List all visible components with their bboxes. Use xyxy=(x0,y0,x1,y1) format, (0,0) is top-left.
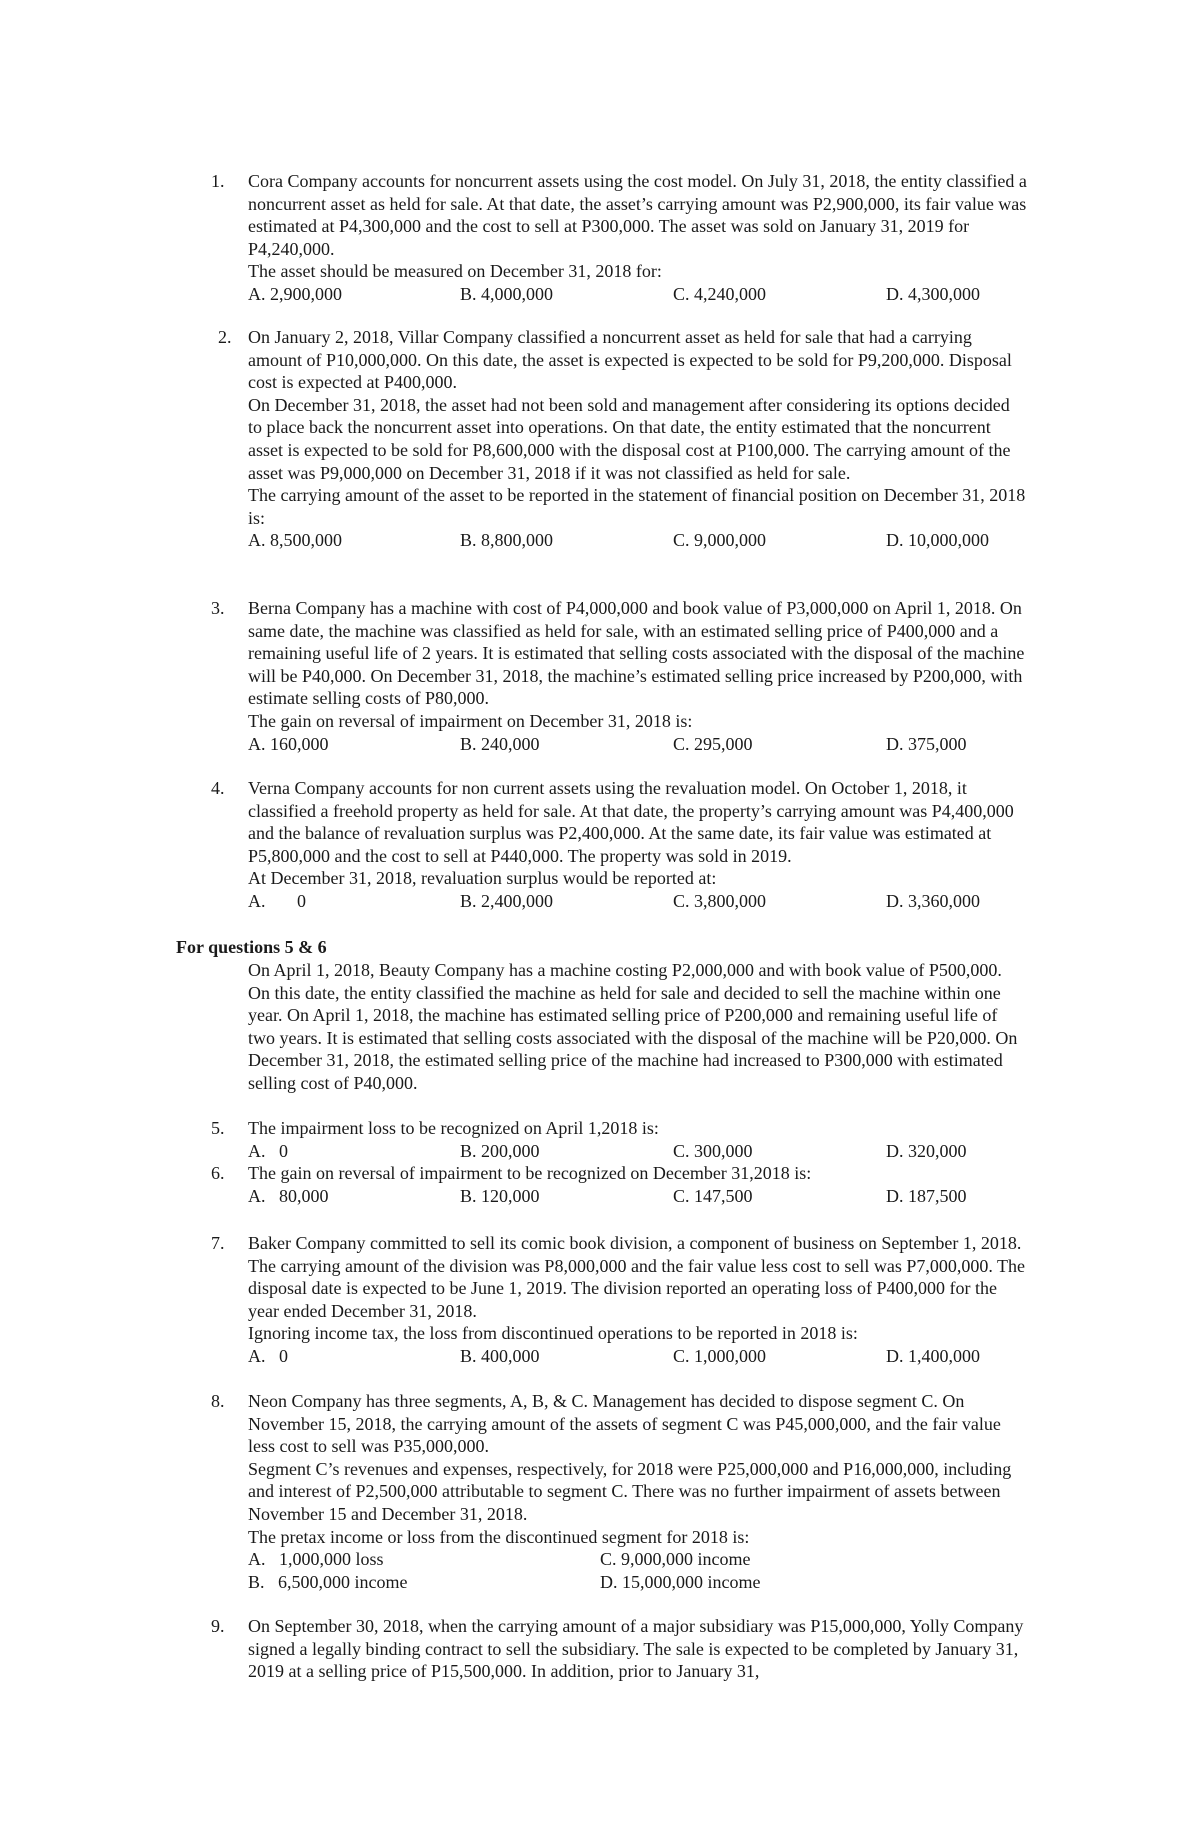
question-body xyxy=(248,777,1028,913)
answer-options xyxy=(248,733,1028,756)
option-a[interactable]: A. 2,900,000 xyxy=(248,283,342,304)
option-a[interactable]: A. 0 xyxy=(248,890,306,911)
question-prompt: The pretax income or loss from the discontinued segment for 2018 is: xyxy=(248,1526,750,1547)
option-c[interactable]: C. 295,000 xyxy=(673,733,753,754)
group-context-text: On April 1, 2018, Beauty Company has a machine costing P2,000,000 and with book value of P500,000. On this date, the entity classified the machine as held for sale and decided to sell the machine within one year. On April 1, 2018, the machine has estimated selling price of P200,000 and remaining useful life of two years. It is estimated that selling costs associated with the disposal of the machine will be P20,000. On December 31, 2018, the estimated selling price of the machine had increased to P300,000 with estimated selling cost of P40,000. xyxy=(248,960,1018,1093)
option-c[interactable]: C. 147,500 xyxy=(673,1185,753,1206)
option-b[interactable]: B. 6,500,000 income xyxy=(248,1571,408,1592)
option-d[interactable]: D. 3,360,000 xyxy=(886,890,980,911)
question-text: On January 2, 2018, Villar Company classified a noncurrent asset as held for sale that had a carrying amount of P10,000,000. On this date, the asset is expected is expected to be sold for P9,200,000. Disposal cost is expected at P400,000. xyxy=(248,327,1012,393)
option-b[interactable]: B. 120,000 xyxy=(460,1185,540,1206)
question-text: Berna Company has a machine with cost of P4,000,000 and book value of P3,000,000 on April 1, 2018. On same date, the machine was classified as held for sale, with an estimated selling price of P400,000 and a remaining useful life of 2 years. It is estimated that selling costs associated with the disposal of the machine will be P40,000. On December 31, 2018, the machine’s estimated selling price increased by P200,000, with estimate selling costs of P80,000. xyxy=(248,598,1025,709)
option-a[interactable]: A. 1,000,000 loss xyxy=(248,1549,384,1570)
question-prompt: The gain on reversal of impairment on December 31, 2018 is: xyxy=(248,710,693,731)
question-body xyxy=(248,1117,1028,1162)
question-body xyxy=(248,1615,1028,1683)
option-b[interactable]: B. 8,800,000 xyxy=(460,530,554,551)
answer-options-row-2 xyxy=(248,1571,1028,1594)
option-a[interactable]: A. 0 xyxy=(248,1140,288,1161)
option-a[interactable]: A. 160,000 xyxy=(248,733,329,754)
answer-options xyxy=(248,1185,1028,1208)
option-b[interactable]: B. 240,000 xyxy=(460,733,540,754)
option-d[interactable]: D. 10,000,000 xyxy=(886,530,989,551)
answer-options xyxy=(248,283,1028,306)
group-header: For questions 5 & 6 xyxy=(176,937,327,957)
option-b[interactable]: B. 200,000 xyxy=(460,1140,540,1161)
question-text: On September 30, 2018, when the carrying amount of a major subsidiary was P15,000,000, Yolly Company signed a legally binding contract to sell the subsidiary. The sale is expected to be completed by January 31, 2019 at a selling price of P15,500,000. In addition, prior to January 31, xyxy=(248,1616,1024,1682)
question-prompt: Ignoring income tax, the loss from discontinued operations to be reported in 2018 is: xyxy=(248,1323,858,1344)
option-a[interactable]: A. 80,000 xyxy=(248,1185,329,1206)
question-number: 8. xyxy=(211,1391,225,1411)
question-number: 4. xyxy=(211,778,225,798)
question-body xyxy=(248,597,1028,755)
option-d[interactable]: D. 4,300,000 xyxy=(886,283,980,304)
question-body xyxy=(248,1390,1028,1593)
question-prompt: The carrying amount of the asset to be reported in the statement of financial position on December 31, 2018 is: xyxy=(248,485,1026,528)
question-number: 1. xyxy=(211,171,225,191)
option-d[interactable]: D. 15,000,000 income xyxy=(600,1571,761,1592)
answer-options xyxy=(248,529,1028,552)
question-number: 5. xyxy=(211,1118,225,1138)
question-text: Baker Company committed to sell its comic book division, a component of business on September 1, 2018. The carrying amount of the division was P8,000,000 and the fair value less cost to sell was P7,000,000. The disposal date is expected to be June 1, 2019. The division reported an operating loss of P400,000 for the year ended December 31, 2018. xyxy=(248,1233,1026,1321)
option-c[interactable]: C. 4,240,000 xyxy=(673,283,767,304)
question-prompt: The impairment loss to be recognized on April 1,2018 is: xyxy=(248,1118,659,1138)
question-text: Verna Company accounts for non current assets using the revaluation model. On October 1, 2018, it classified a freehold property as held for sale. At that date, the property’s carrying amount was P4,400,000 and the balance of revaluation surplus was P2,400,000. At the same date, its fair value was estimated at P5,800,000 and the cost to sell at P440,000. The property was sold in 2019. xyxy=(248,778,1014,866)
option-c[interactable]: C. 9,000,000 income xyxy=(600,1549,751,1570)
question-prompt: At December 31, 2018, revaluation surplus would be reported at: xyxy=(248,868,717,889)
question-body xyxy=(248,326,1028,552)
question-prompt: The asset should be measured on December 31, 2018 for: xyxy=(248,261,662,282)
option-d[interactable]: D. 1,400,000 xyxy=(886,1345,980,1366)
question-body xyxy=(248,170,1028,306)
question-text: Neon Company has three segments, A, B, & C. Management has decided to dispose segment C. On November 15, 2018, the carrying amount of the assets of segment C was P45,000,000, and the fair value less cost to sell was P35,000,000. xyxy=(248,1391,1001,1457)
option-c[interactable]: C. 3,800,000 xyxy=(673,890,767,911)
question-number: 9. xyxy=(211,1616,225,1636)
question-number: 3. xyxy=(211,598,225,618)
option-a[interactable]: A. 8,500,000 xyxy=(248,530,342,551)
question-text-continued: On December 31, 2018, the asset had not been sold and management after considering its options decided to place back the noncurrent asset into operations. On that date, the entity estimated that the noncurrent asset is expected to be sold for P8,600,000 with the disposal cost at P100,000. The carrying amount of the asset was P9,000,000 on December 31, 2018 if it was not classified as held for sale. xyxy=(248,394,1011,483)
option-d[interactable]: D. 375,000 xyxy=(886,733,967,754)
question-number: 7. xyxy=(211,1233,225,1253)
option-d[interactable]: D. 187,500 xyxy=(886,1185,967,1206)
question-body xyxy=(248,1232,1028,1368)
question-prompt: The gain on reversal of impairment to be recognized on December 31,2018 is: xyxy=(248,1163,812,1183)
answer-options xyxy=(248,890,1028,913)
option-b[interactable]: B. 2,400,000 xyxy=(460,890,554,911)
answer-options xyxy=(248,1345,1028,1368)
option-c[interactable]: C. 300,000 xyxy=(673,1140,753,1161)
question-number: 6. xyxy=(211,1163,225,1183)
option-c[interactable]: C. 9,000,000 xyxy=(673,530,767,551)
question-body xyxy=(248,1162,1028,1207)
option-c[interactable]: C. 1,000,000 xyxy=(673,1345,767,1366)
option-b[interactable]: B. 4,000,000 xyxy=(460,283,554,304)
question-text: Cora Company accounts for noncurrent assets using the cost model. On July 31, 2018, the entity classified a noncurrent asset as held for sale. At that date, the asset’s carrying amount was P2,900,000, its fair value was estimated at P4,300,000 and the cost to sell at P300,000. The asset was sold on January 31, 2019 for P4,240,000. xyxy=(248,171,1027,259)
question-number: 2. xyxy=(218,327,232,347)
option-b[interactable]: B. 400,000 xyxy=(460,1345,540,1366)
option-d[interactable]: D. 320,000 xyxy=(886,1140,967,1161)
option-a[interactable]: A. 0 xyxy=(248,1345,288,1366)
question-text-continued: Segment C’s revenues and expenses, respectively, for 2018 were P25,000,000 and P16,000,000, including and interest of P2,500,000 attributable to segment C. There was no further impairment of assets between November 15 and December 31, 2018. xyxy=(248,1458,1012,1524)
answer-options-row-1 xyxy=(248,1548,1028,1571)
answer-options xyxy=(248,1140,1028,1163)
group-context xyxy=(248,959,1028,1095)
